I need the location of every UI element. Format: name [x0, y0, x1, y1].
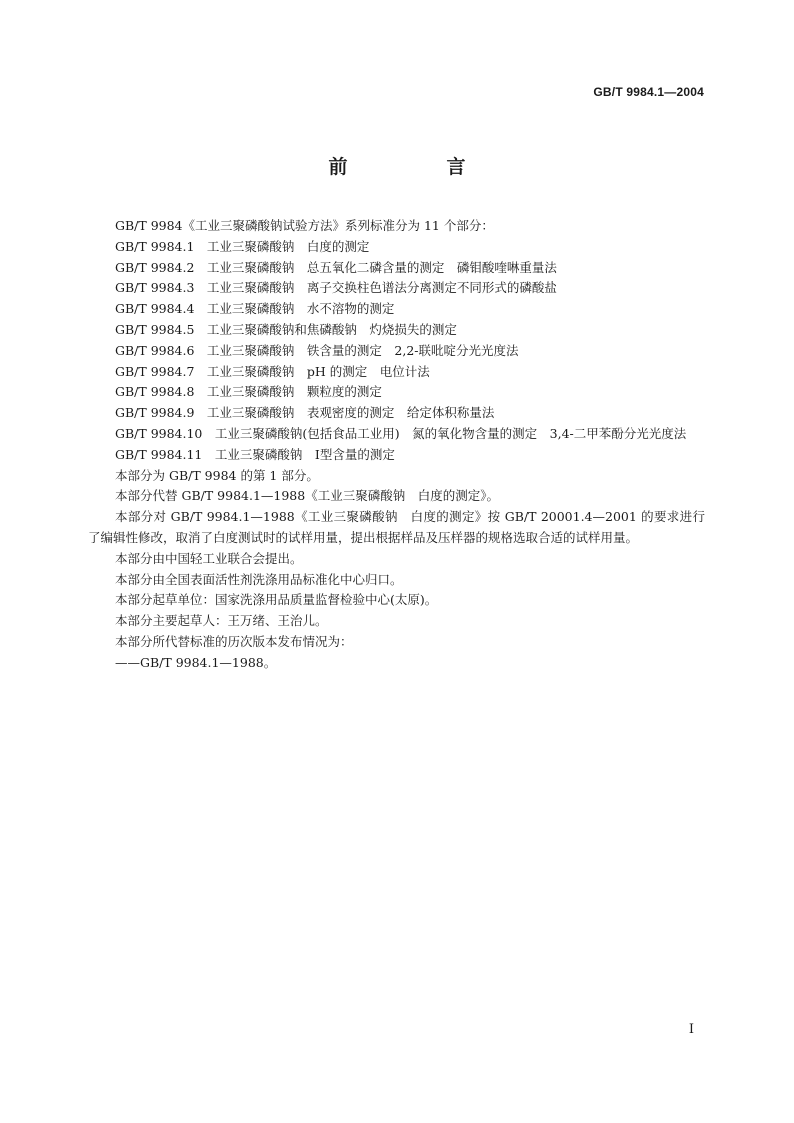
standard-list-item: GB/T 9984.9 工业三聚磷酸钠 表观密度的测定 给定体积称量法	[115, 405, 495, 421]
paragraph: 本部分代替 GB/T 9984.1—1988《工业三聚磷酸钠 白度的测定》。	[115, 488, 499, 504]
page-number: I	[688, 1022, 694, 1037]
paragraph: 本部分为 GB/T 9984 的第 1 部分。	[115, 467, 319, 483]
standard-list-item: GB/T 9984.8 工业三聚磷酸钠 颗粒度的测定	[115, 384, 382, 400]
standard-list-item: GB/T 9984.10 工业三聚磷酸钠(包括食品工业用) 氮的氧化物含量的测定 3,4-二甲苯酚分光光度法	[115, 425, 687, 441]
standard-list-item: GB/T 9984.2 工业三聚磷酸钠 总五氧化二磷含量的测定 磷钼酸喹啉重量法	[115, 259, 557, 275]
paragraph: 本部分由中国轻工业联合会提出。	[115, 550, 303, 566]
foreword-body	[88, 216, 705, 674]
paragraph: 本部分起草单位：国家洗涤用品质量监督检验中心(太原)。	[115, 592, 438, 608]
paragraph: 本部分由全国表面活性剂洗涤用品标准化中心归口。	[115, 571, 403, 587]
standard-list-item: GB/T 9984.1 工业三聚磷酸钠 白度的测定	[115, 238, 370, 254]
standard-list-item: GB/T 9984.11 工业三聚磷酸钠 Ⅰ型含量的测定	[115, 446, 395, 462]
standard-list-item: GB/T 9984.3 工业三聚磷酸钠 离子交换柱色谱法分离测定不同形式的磷酸盐	[115, 280, 557, 296]
standard-list-item: GB/T 9984.4 工业三聚磷酸钠 水不溶物的测定	[115, 301, 395, 317]
standard-list-item: GB/T 9984.7 工业三聚磷酸钠 pH 的测定 电位计法	[115, 363, 430, 379]
document-code-header: GB/T 9984.1—2004	[593, 85, 704, 99]
paragraph: 本部分主要起草人：王万绪、王治儿。	[115, 613, 328, 629]
paragraph: 本部分所代替标准的历次版本发布情况为：	[115, 633, 353, 649]
standard-list-item: GB/T 9984.6 工业三聚磷酸钠 铁含量的测定 2,2-联吡啶分光光度法	[115, 342, 519, 358]
paragraph: ——GB/T 9984.1—1988。	[115, 654, 277, 670]
paragraph: 本部分对 GB/T 9984.1—1988《工业三聚磷酸钠 白度的测定》按 GB/T 20001.4—2001 的要求进行了编辑性修改，取消了白度测试时的试样用量，提出根据样品及压样器的规格选取合适的试样用量。	[88, 509, 705, 545]
paragraph: GB/T 9984《工业三聚磷酸钠试验方法》系列标准分为 11 个部分：	[115, 218, 494, 233]
standard-list-item: GB/T 9984.5 工业三聚磷酸钠和焦磷酸钠 灼烧损失的测定	[115, 321, 457, 337]
page-title: 前 言	[328, 156, 506, 178]
